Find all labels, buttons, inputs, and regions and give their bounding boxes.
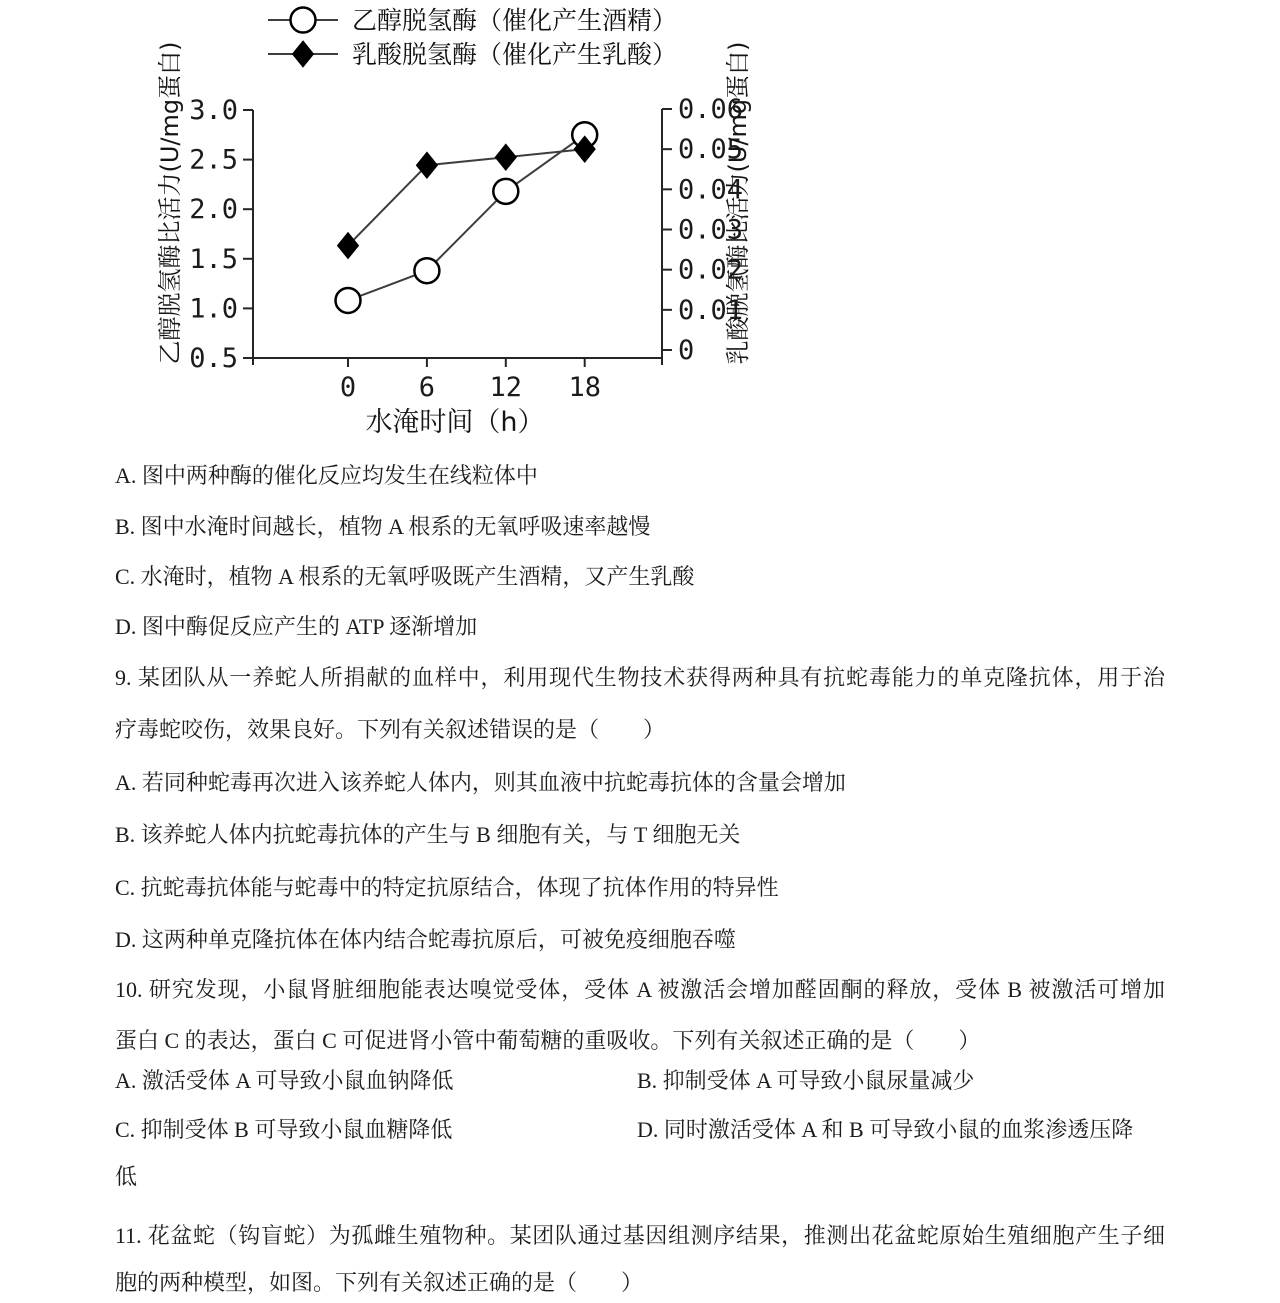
svg-text:0: 0: [339, 372, 357, 403]
svg-text:12: 12: [489, 372, 523, 403]
q9-option-c: C. 抗蛇毒抗体能与蛇毒中的特定抗原结合，体现了抗体作用的特异性: [115, 875, 779, 900]
enzyme-activity-chart: [140, 0, 840, 445]
q10-option-a: A. 激活受体 A 可导致小鼠血钠降低: [115, 1068, 454, 1093]
svg-text:3.0: 3.0: [189, 95, 238, 126]
svg-text:乳酸脱氢酶比活力(U/mg蛋白): 乳酸脱氢酶比活力(U/mg蛋白): [724, 41, 752, 365]
svg-text:水淹时间（h）: 水淹时间（h）: [365, 407, 545, 438]
svg-text:0.5: 0.5: [189, 343, 238, 374]
svg-text:0.04: 0.04: [678, 174, 744, 206]
svg-text:2.5: 2.5: [189, 144, 238, 176]
q8-option-a: A. 图中两种酶的催化反应均发生在线粒体中: [115, 463, 538, 488]
q9-stem-line1: 9. 某团队从一养蛇人所捐献的血样中，利用现代生物技术获得两种具有抗蛇毒能力的单克隆抗体，用于治: [115, 665, 1165, 690]
q9-option-d: D. 这两种单克隆抗体在体内结合蛇毒抗原后，可被免疫细胞吞噬: [115, 927, 736, 952]
svg-text:0: 0: [678, 335, 695, 366]
q9-stem-line2: 疗毒蛇咬伤，效果良好。下列有关叙述错误的是（ ）: [115, 717, 666, 742]
q10-option-b: B. 抑制受体 A 可导致小鼠尿量减少: [637, 1068, 975, 1093]
chart-axes: [189, 94, 743, 403]
svg-text:1.0: 1.0: [189, 293, 238, 325]
svg-text:乙醇脱氢酶（催化产生酒精）: 乙醇脱氢酶（催化产生酒精）: [352, 6, 678, 35]
svg-text:0.05: 0.05: [678, 134, 744, 166]
q11-stem-line2: 胞的两种模型，如图。下列有关叙述正确的是（ ）: [115, 1270, 644, 1295]
svg-text:乳酸脱氢酶（催化产生乳酸）: 乳酸脱氢酶（催化产生乳酸）: [352, 40, 678, 69]
svg-text:0.02: 0.02: [678, 254, 744, 286]
svg-text:6: 6: [418, 372, 436, 403]
q10-options-row-cd: [115, 1115, 1165, 1145]
svg-text:乙醇脱氢酶比活力(U/mg蛋白): 乙醇脱氢酶比活力(U/mg蛋白): [156, 41, 184, 365]
svg-text:0.03: 0.03: [678, 214, 744, 246]
q10-option-d: D. 同时激活受体 A 和 B 可导致小鼠的血浆渗透压降: [637, 1117, 1134, 1142]
q10-option-d-wrap: 低: [115, 1164, 138, 1189]
q10-stem-line1: 10. 研究发现，小鼠肾脏细胞能表达嗅觉受体，受体 A 被激活会增加醛固酮的释放，受体 B 被激活可增加: [115, 977, 1165, 1002]
q8-option-b: B. 图中水淹时间越长，植物 A 根系的无氧呼吸速率越慢: [115, 514, 651, 539]
q8-option-c: C. 水淹时，植物 A 根系的无氧呼吸既产生酒精，又产生乳酸: [115, 564, 695, 589]
q10-stem-line2: 蛋白 C 的表达，蛋白 C 可促进肾小管中葡萄糖的重吸收。下列有关叙述正确的是（ ）: [115, 1028, 981, 1053]
q10-options-row-ab: [115, 1066, 1165, 1096]
q10-option-c: C. 抑制受体 B 可导致小鼠血糖降低: [115, 1117, 453, 1142]
q9-option-a: A. 若同种蛇毒再次进入该养蛇人体内，则其血液中抗蛇毒抗体的含量会增加: [115, 770, 846, 795]
q9-option-b: B. 该养蛇人体内抗蛇毒抗体的产生与 B 细胞有关，与 T 细胞无关: [115, 822, 741, 847]
svg-text:1.5: 1.5: [189, 243, 238, 275]
svg-text:0.06: 0.06: [678, 94, 744, 125]
svg-text:18: 18: [568, 372, 601, 403]
svg-text:2.0: 2.0: [189, 194, 238, 226]
chart-legend: [268, 6, 677, 69]
q11-stem-line1: 11. 花盆蛇（钩盲蛇）为孤雌生殖物种。某团队通过基因组测序结果，推测出花盆蛇原始生殖细胞产生子细: [115, 1223, 1165, 1248]
q8-option-d: D. 图中酶促反应产生的 ATP 逐渐增加: [115, 614, 478, 639]
svg-text:0.01: 0.01: [678, 294, 744, 326]
